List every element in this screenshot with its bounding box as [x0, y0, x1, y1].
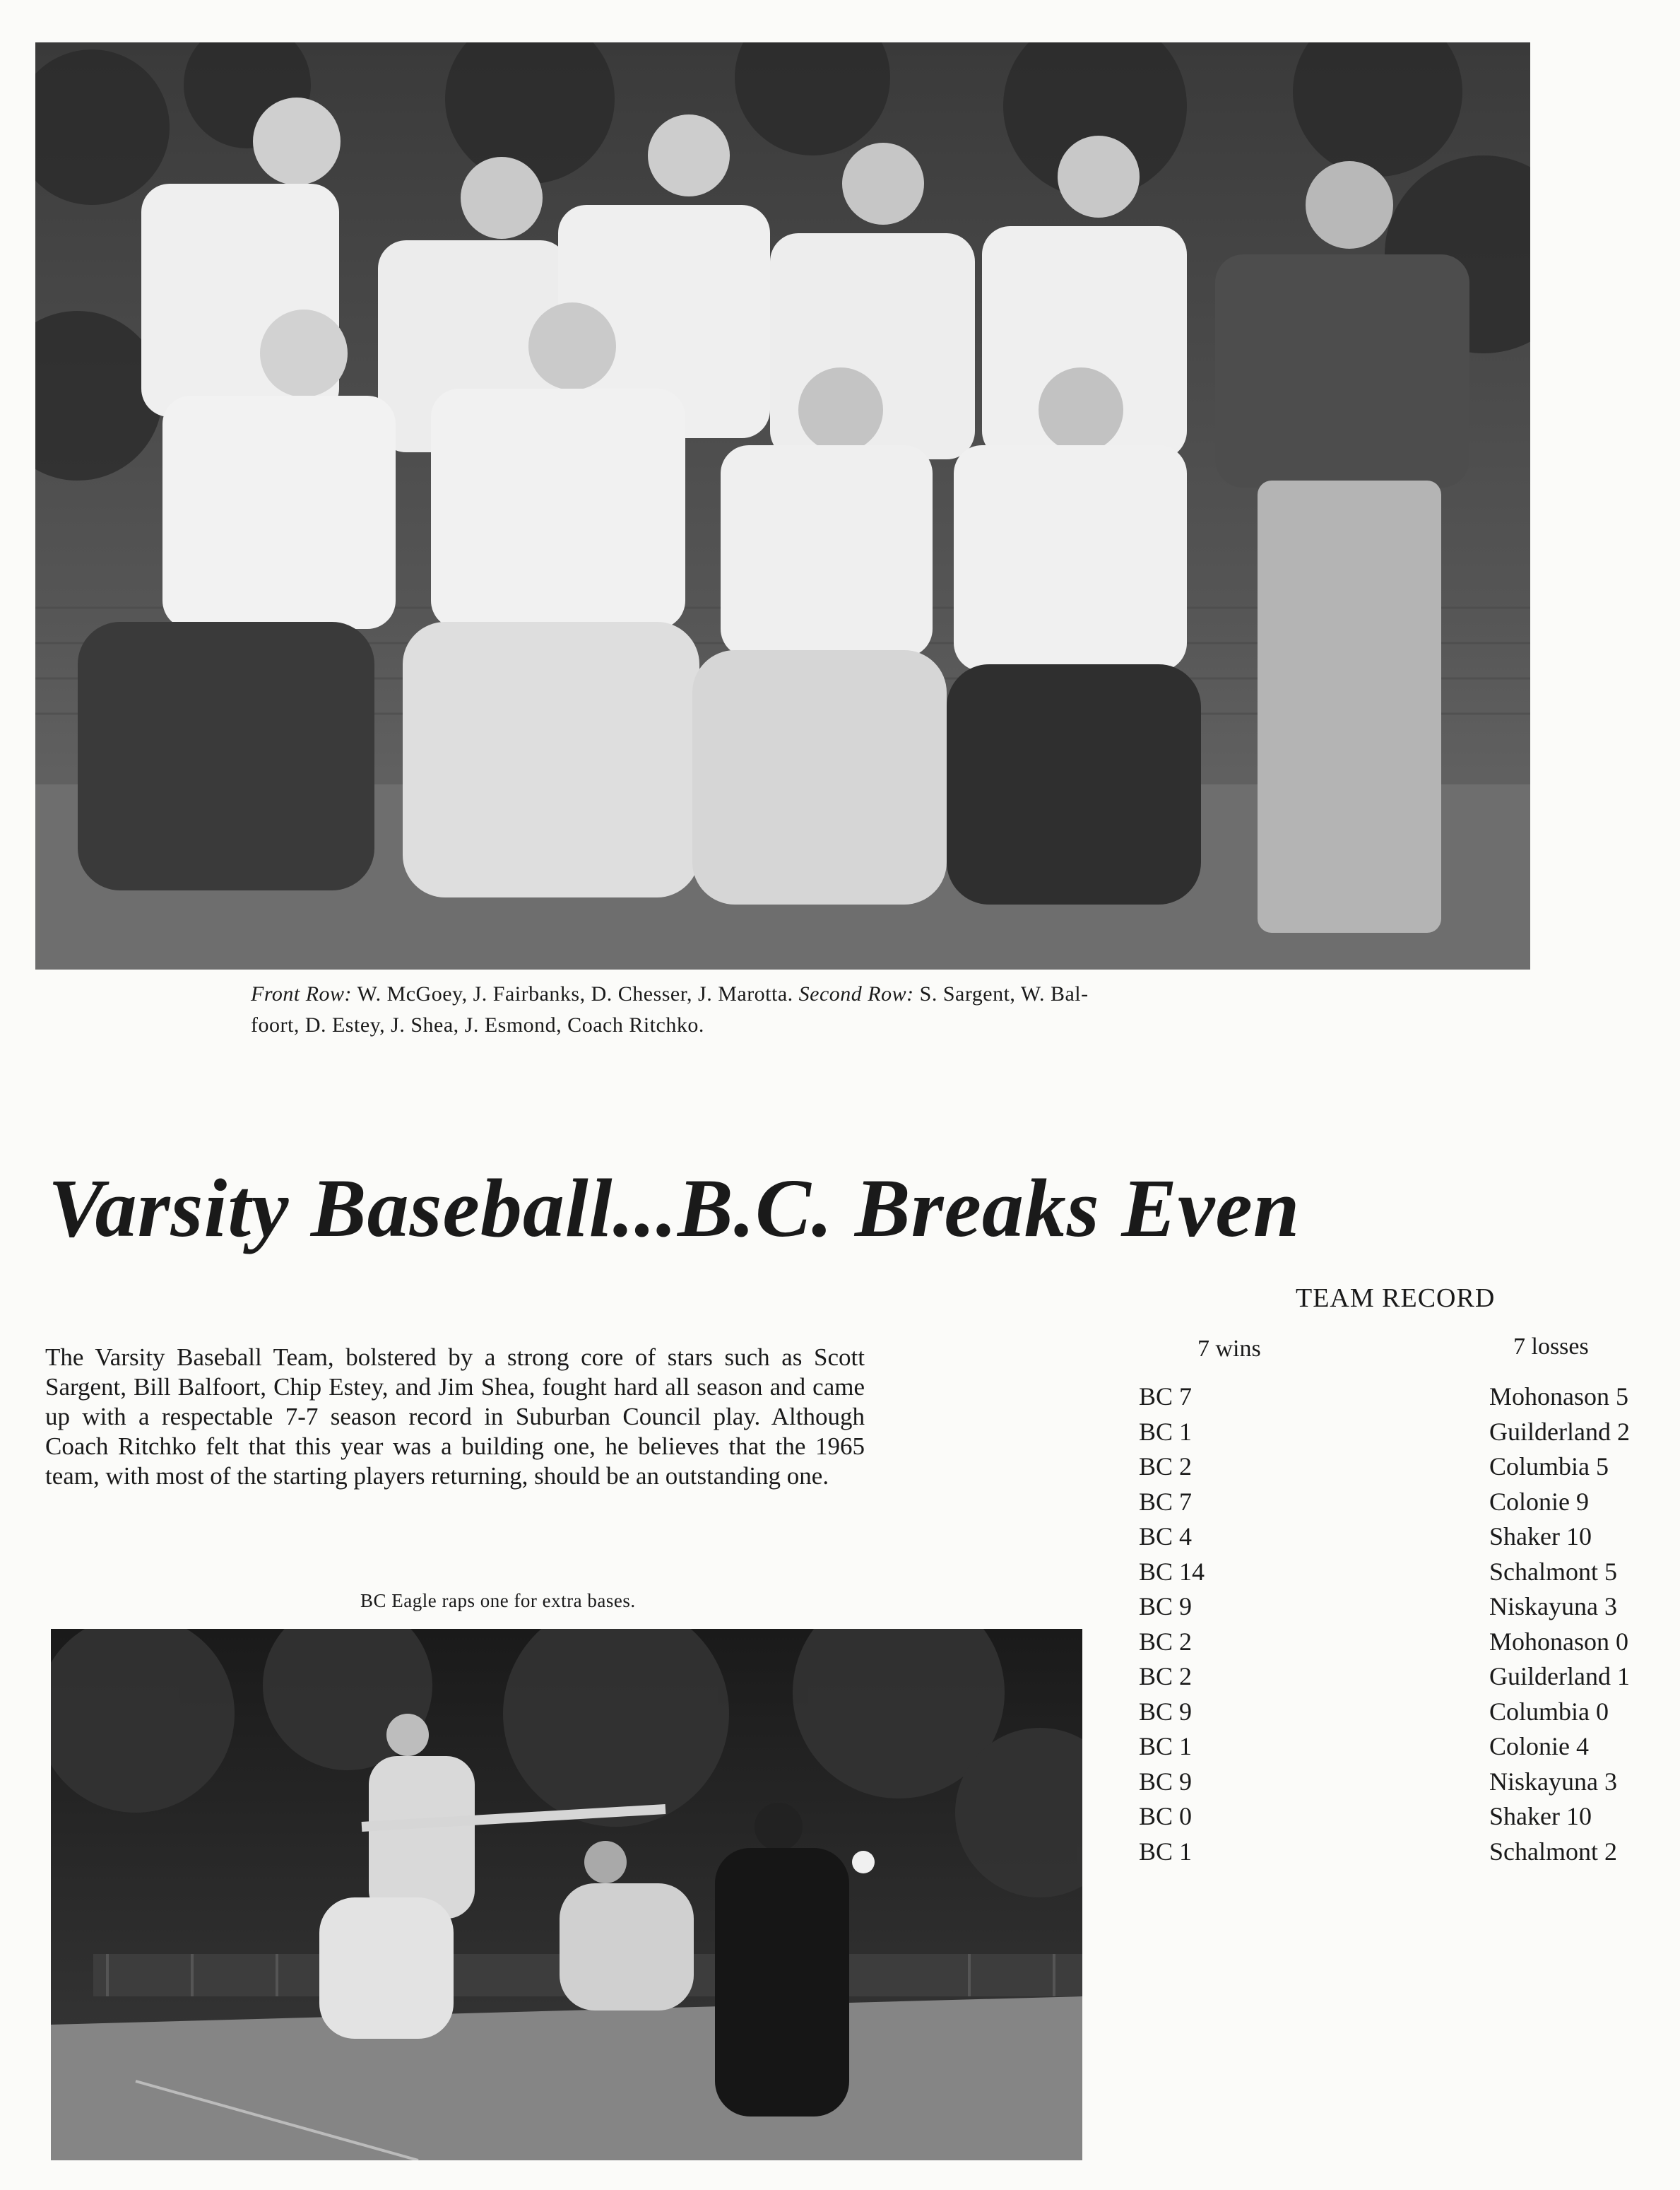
record-row — [1139, 1415, 1676, 1450]
record-row — [1139, 1659, 1676, 1695]
losses-label: 7 losses — [1513, 1334, 1589, 1360]
record-row — [1139, 1799, 1676, 1835]
opponent-score: Colonie 9 — [1489, 1487, 1589, 1516]
action-photo — [51, 1629, 1082, 2160]
article-body: The Varsity Baseball Team, bolstered by a strong core of stars such as Scott Sargent, Bill Balfoort, Chip Estey, and Jim Shea, fought hard all season and came up with a respectable 7-7 season record in Suburban Council play. Although Coach Ritchko felt that this year was a building one, he believes that the 1965 team, with most of the starting players returning, should be an outstanding one. — [45, 1343, 865, 1490]
team-record-title: TEAM RECORD — [1296, 1283, 1496, 1313]
team-photo — [35, 42, 1530, 970]
opponent-score: Niskayuna 3 — [1489, 1592, 1617, 1620]
opponent-score: Schalmont 2 — [1489, 1837, 1617, 1866]
record-row — [1139, 1449, 1676, 1485]
opponent-score: Columbia 0 — [1489, 1697, 1609, 1726]
bc-score: BC 7 — [1139, 1382, 1193, 1411]
opponent-score: Guilderland 2 — [1489, 1417, 1630, 1446]
record-row — [1139, 1695, 1676, 1730]
front-row-names: W. McGoey, J. Fairbanks, D. Chesser, J. Marotta. — [352, 982, 799, 1006]
bc-score: BC 1 — [1139, 1732, 1193, 1760]
record-row — [1139, 1835, 1676, 1870]
bc-score: BC 14 — [1139, 1557, 1205, 1586]
bc-score: BC 4 — [1139, 1522, 1193, 1550]
opponent-score: Schalmont 5 — [1489, 1557, 1617, 1586]
second-row-names-line2: foort, D. Estey, J. Shea, J. Esmond, Coach Ritchko. — [251, 1013, 704, 1037]
record-row — [1139, 1379, 1676, 1415]
bc-score: BC 9 — [1139, 1592, 1193, 1620]
bc-score: BC 2 — [1139, 1662, 1193, 1690]
bc-score: BC 1 — [1139, 1837, 1193, 1866]
bc-score: BC 9 — [1139, 1697, 1193, 1726]
record-row — [1139, 1729, 1676, 1765]
opponent-score: Niskayuna 3 — [1489, 1767, 1617, 1796]
record-row — [1139, 1765, 1676, 1800]
record-row — [1139, 1625, 1676, 1660]
team-record-list — [1139, 1379, 1676, 1869]
opponent-score: Mohonason 5 — [1489, 1382, 1628, 1411]
record-row — [1139, 1485, 1676, 1520]
opponent-score: Colonie 4 — [1489, 1732, 1589, 1760]
bc-score: BC 9 — [1139, 1767, 1193, 1796]
record-row — [1139, 1555, 1676, 1590]
wins-label: 7 wins — [1197, 1336, 1261, 1362]
bc-score: BC 0 — [1139, 1802, 1193, 1830]
opponent-score: Columbia 5 — [1489, 1452, 1609, 1480]
record-row — [1139, 1519, 1676, 1555]
second-row-names-line1: S. Sargent, W. Bal- — [913, 982, 1089, 1006]
second-row-label: Second Row: — [798, 982, 914, 1006]
bc-score: BC 2 — [1139, 1627, 1193, 1656]
opponent-score: Shaker 10 — [1489, 1802, 1592, 1830]
action-photo-caption: BC Eagle raps one for extra bases. — [360, 1590, 636, 1611]
opponent-score: Shaker 10 — [1489, 1522, 1592, 1550]
page-headline: Varsity Baseball...B.C. Breaks Even — [48, 1162, 1301, 1254]
bc-score: BC 2 — [1139, 1452, 1193, 1480]
bc-score: BC 7 — [1139, 1487, 1193, 1516]
front-row-label: Front Row: — [251, 982, 353, 1006]
team-photo-caption — [251, 979, 1325, 1041]
opponent-score: Guilderland 1 — [1489, 1662, 1630, 1690]
opponent-score: Mohonason 0 — [1489, 1627, 1628, 1656]
bc-score: BC 1 — [1139, 1417, 1193, 1446]
record-row — [1139, 1589, 1676, 1625]
